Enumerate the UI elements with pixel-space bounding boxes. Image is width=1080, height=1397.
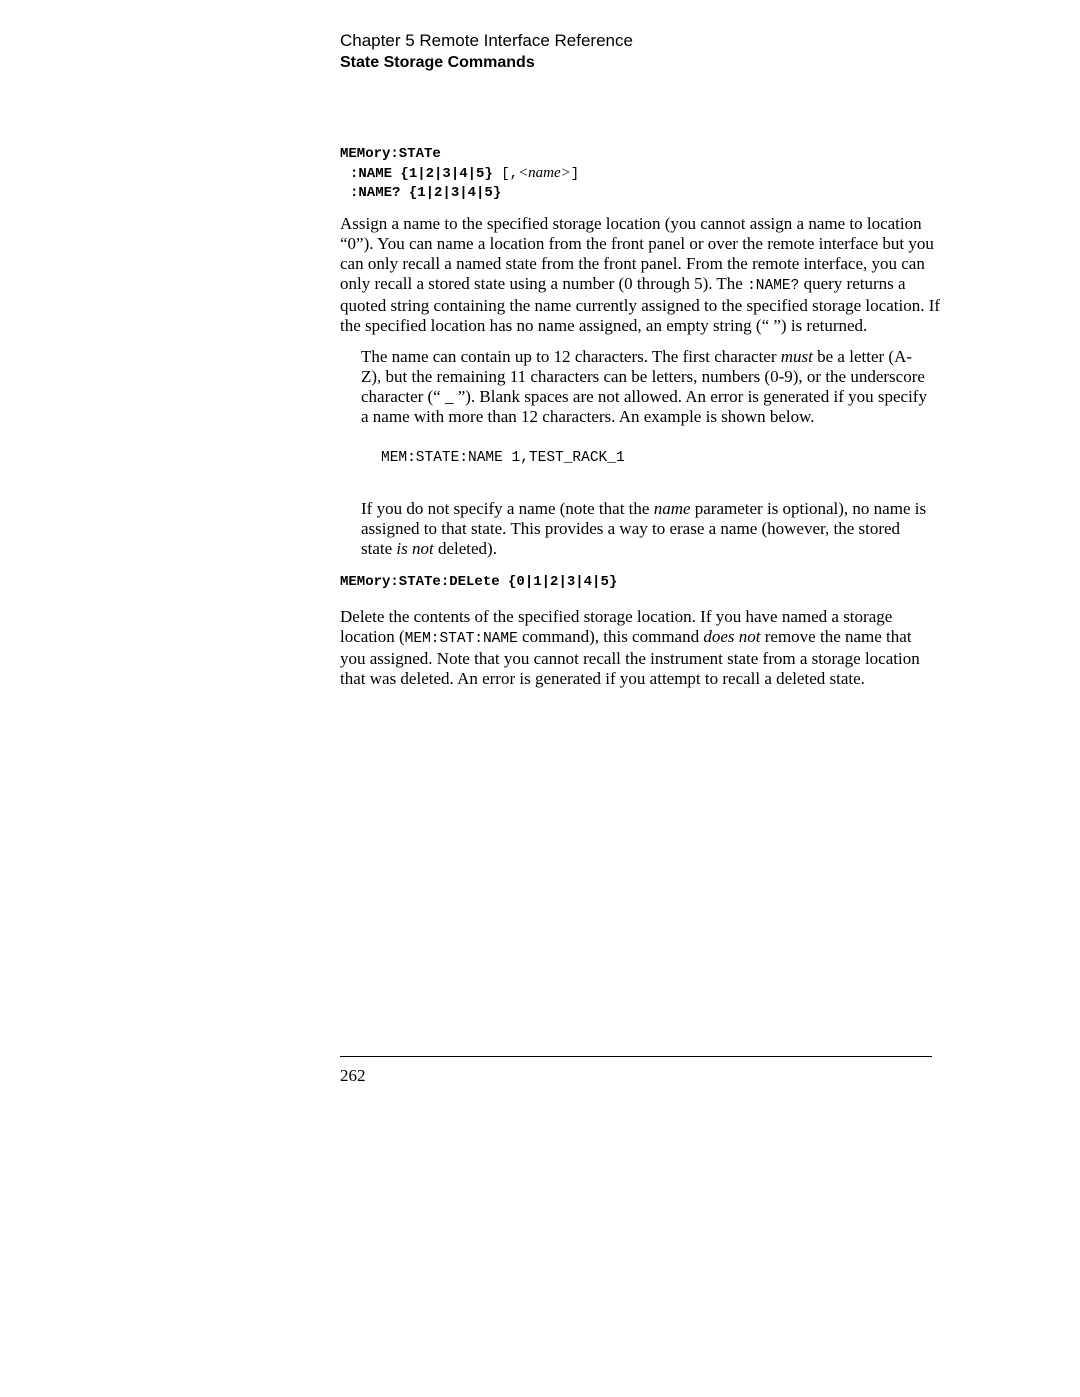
text-run: be a letter (A-Z), but the remaining 11 characters can be letters, numbers (0-9), or the underscore character (“ _ ”). Blank spaces are not allowed. An error is generated if you specify a name with more than 12 characters. An example is shown below. — [361, 347, 927, 426]
emphasis: is not — [396, 539, 434, 558]
code-example: MEM:STATE:NAME 1,TEST_RACK_1 — [381, 450, 625, 466]
command-name-query-params: {1|2|3|4|5} — [408, 185, 502, 201]
command-delete-params: {0|1|2|3|4|5} — [508, 574, 618, 590]
command-delete-keyword: MEMory:STATe:DELete — [340, 574, 509, 590]
emphasis: name — [653, 499, 691, 518]
inline-code: :NAME? — [747, 278, 800, 294]
text-run: remove the name that you assigned. Note that you cannot recall the instrument state from a storage location that was deleted. An error is generated if you attempt to recall a deleted state. — [340, 627, 920, 688]
chapter-title: Chapter 5 Remote Interface Reference — [340, 31, 633, 50]
optional-name-param: <name> — [518, 165, 571, 181]
footer-divider — [340, 1056, 932, 1057]
optional-open: [, — [492, 166, 519, 182]
command-name-keyword: :NAME — [350, 166, 401, 182]
paragraph-name-rules — [361, 347, 931, 427]
command-name-query-syntax — [340, 184, 940, 203]
emphasis: must — [780, 347, 813, 366]
section-title: State Storage Commands — [340, 54, 535, 71]
paragraph-optional-name — [361, 499, 931, 559]
inline-code: MEM:STAT:NAME — [404, 631, 518, 647]
main-content — [340, 145, 940, 689]
page-header — [340, 30, 633, 73]
paragraph-name-description — [340, 214, 940, 336]
optional-close: ] — [570, 166, 580, 182]
command-name-syntax — [340, 164, 940, 184]
text-run: command), this command — [517, 627, 704, 646]
text-run: Assign a name to the specified storage location (you cannot assign a name to location “0”). You can name a location from the front panel or over the remote interface but you can only recall a named state from the front panel. From the remote interface, you can only recall a stored state using a number (0 through 5). The — [340, 214, 934, 293]
text-run: query returns a quoted string containing the name currently assigned to the specified storage location. If the specified location has no name assigned, an empty string (“ ”) is returned. — [340, 274, 941, 335]
command-root: MEMory:STATe — [340, 146, 441, 162]
text-run: If you do not specify a name (note that the — [361, 499, 654, 518]
command-name-params: {1|2|3|4|5} — [400, 166, 493, 182]
emphasis: does not — [703, 627, 761, 646]
command-heading-delete — [340, 573, 940, 592]
text-run: Delete the contents of the specified storage location. If you have named a storage location ( — [340, 607, 893, 646]
command-name-query-keyword: :NAME? — [350, 185, 409, 201]
paragraph-delete-description — [340, 607, 935, 689]
text-run: parameter is optional), no name is assigned to that state. This provides a way to erase a name (however, the stored state — [361, 499, 927, 558]
command-heading-memory-state — [340, 145, 940, 164]
page-number: 262 — [340, 1066, 366, 1085]
text-run: deleted). — [433, 539, 497, 558]
text-run: The name can contain up to 12 characters. The first character — [361, 347, 781, 366]
